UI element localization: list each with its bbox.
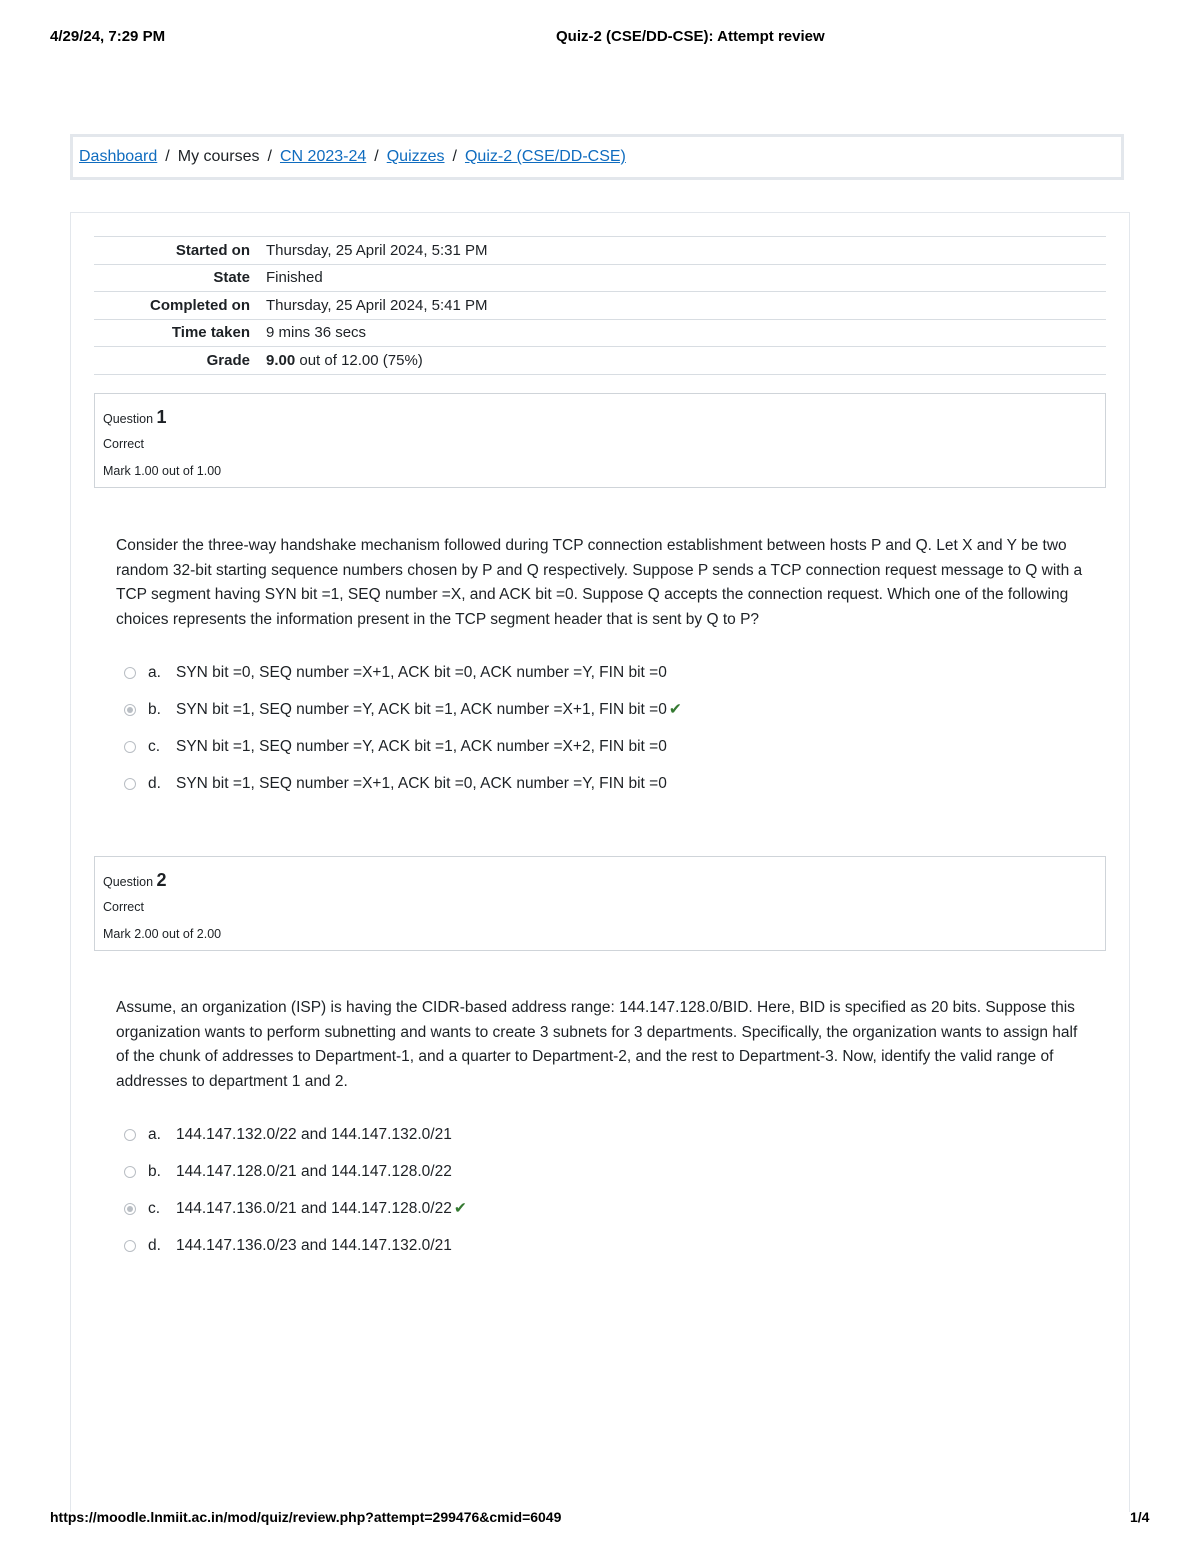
- grade-score: 9.00: [266, 351, 296, 369]
- answer-letter: a.: [148, 1125, 161, 1143]
- radio-button[interactable]: [124, 1129, 136, 1141]
- answer-letter: a.: [148, 663, 161, 681]
- radio-button[interactable]: [124, 1166, 136, 1178]
- radio-button[interactable]: [124, 667, 136, 679]
- summary-value: Finished: [266, 269, 323, 287]
- answer-text: SYN bit =0, SEQ number =X+1, ACK bit =0, ACK number =Y, FIN bit =0: [176, 663, 667, 681]
- summary-label: State: [213, 269, 250, 287]
- question-text-1: Consider the three-way handshake mechanism followed during TCP connection establishment between hosts P and Q. Let X and Y be two random 32-bit starting sequence numbers chosen by P and Q respectively. Suppose P sends a TCP connection request message to Q with a TCP segment having SYN bit =1, SEQ number =X, and ACK bit =0. Suppose Q accepts the connection request. Which one of the following choices represents the information present in the TCP segment header that is sent by Q to P?: [116, 537, 1083, 628]
- answer-text: SYN bit =1, SEQ number =X+1, ACK bit =0, ACK number =Y, FIN bit =0: [176, 774, 667, 792]
- summary-value: Thursday, 25 April 2024, 5:41 PM: [266, 296, 488, 314]
- correct-check-icon: ✔: [453, 1200, 467, 1217]
- question-label: Question: [103, 412, 154, 426]
- answer-option[interactable]: [124, 728, 1024, 765]
- answer-option[interactable]: [124, 765, 1024, 802]
- answer-text: 144.147.136.0/21 and 144.147.128.0/22: [176, 1199, 452, 1217]
- summary-row-time-taken: [94, 319, 1106, 347]
- answer-text: SYN bit =1, SEQ number =Y, ACK bit =1, ACK number =X+2, FIN bit =0: [176, 737, 667, 755]
- answer-list-1: [124, 654, 1024, 802]
- grade-total: out of 12.00 (75%): [295, 351, 423, 369]
- answer-letter: b.: [148, 700, 161, 718]
- question-info-1: [94, 393, 1106, 488]
- summary-value: 9 mins 36 secs: [266, 324, 367, 342]
- print-header: [0, 28, 1200, 50]
- summary-row-state: [94, 264, 1106, 292]
- answer-letter: c.: [148, 1199, 161, 1217]
- breadcrumb-course-link[interactable]: CN 2023-24: [279, 148, 367, 165]
- breadcrumb: [70, 134, 1124, 180]
- answer-text: 144.147.136.0/23 and 144.147.132.0/21: [176, 1236, 452, 1254]
- radio-button-selected[interactable]: [124, 704, 136, 716]
- summary-label: Started on: [175, 241, 250, 259]
- summary-value: [266, 347, 1106, 375]
- breadcrumb-my-courses: My courses: [177, 148, 260, 165]
- answer-text: SYN bit =1, SEQ number =Y, ACK bit =1, ACK number =X+1, FIN bit =0: [176, 700, 667, 718]
- answer-letter: c.: [148, 737, 161, 755]
- breadcrumb-separator: /: [267, 148, 272, 165]
- breadcrumb-quiz-link[interactable]: Quiz-2 (CSE/DD-CSE): [464, 148, 626, 165]
- answer-option[interactable]: [124, 1116, 1024, 1153]
- summary-row-grade: [94, 347, 1106, 375]
- answer-text: 144.147.128.0/21 and 144.147.128.0/22: [176, 1162, 452, 1180]
- question-number: 2: [156, 870, 167, 890]
- summary-label: Completed on: [150, 296, 250, 314]
- summary-value: Thursday, 25 April 2024, 5:31 PM: [266, 241, 488, 259]
- answer-list-2: [124, 1116, 1024, 1264]
- print-footer: [0, 1509, 1200, 1531]
- question-info-2: [94, 856, 1106, 951]
- breadcrumb-quizzes-link[interactable]: Quizzes: [386, 148, 445, 165]
- answer-option[interactable]: [124, 691, 1024, 728]
- print-page-title: Quiz-2 (CSE/DD-CSE): Attempt review: [556, 28, 825, 45]
- radio-button[interactable]: [124, 778, 136, 790]
- print-page-number: 1/4: [1130, 1509, 1150, 1525]
- answer-option[interactable]: [124, 654, 1024, 691]
- summary-label: Time taken: [171, 324, 250, 342]
- breadcrumb-separator: /: [165, 148, 170, 165]
- question-number: 1: [156, 407, 167, 427]
- question-label: Question: [103, 875, 154, 889]
- attempt-summary-table: [94, 236, 1106, 375]
- radio-button-selected[interactable]: [124, 1203, 136, 1215]
- breadcrumb-separator: /: [452, 148, 457, 165]
- summary-label: Grade: [206, 351, 250, 369]
- answer-option[interactable]: [124, 1190, 1024, 1227]
- breadcrumb-separator: /: [374, 148, 379, 165]
- answer-text: 144.147.132.0/22 and 144.147.132.0/21: [176, 1125, 452, 1143]
- correct-check-icon: ✔: [668, 701, 682, 718]
- answer-letter: d.: [148, 774, 161, 792]
- breadcrumb-dashboard-link[interactable]: Dashboard: [79, 148, 158, 165]
- question-text-2: Assume, an organization (ISP) is having the CIDR-based address range: 144.147.128.0/BID. Here, BID is specified as 20 bits. Suppose this organization wants to perform subnetting and wants to create 3 subnets for 3 departments. Specifically, the organization wants to assign half of the chunk of addresses to Department-1, and a quarter to Department-2, and the rest to Department-3. Now, identify the valid range of addresses to department 1 and 2.: [116, 999, 1078, 1090]
- question-mark: Mark 1.00 out of 1.00: [103, 464, 222, 478]
- answer-letter: d.: [148, 1236, 161, 1254]
- question-state: Correct: [103, 437, 144, 451]
- print-datetime: 4/29/24, 7:29 PM: [50, 28, 166, 45]
- radio-button[interactable]: [124, 741, 136, 753]
- summary-row-completed: [94, 292, 1106, 320]
- radio-button[interactable]: [124, 1240, 136, 1252]
- answer-option[interactable]: [124, 1153, 1024, 1190]
- summary-row-started: [94, 237, 1106, 265]
- question-state: Correct: [103, 900, 144, 914]
- answer-letter: b.: [148, 1162, 161, 1180]
- question-mark: Mark 2.00 out of 2.00: [103, 927, 222, 941]
- answer-option[interactable]: [124, 1227, 1024, 1264]
- print-footer-url: https://moodle.lnmiit.ac.in/mod/quiz/review.php?attempt=299476&cmid=6049: [50, 1509, 562, 1525]
